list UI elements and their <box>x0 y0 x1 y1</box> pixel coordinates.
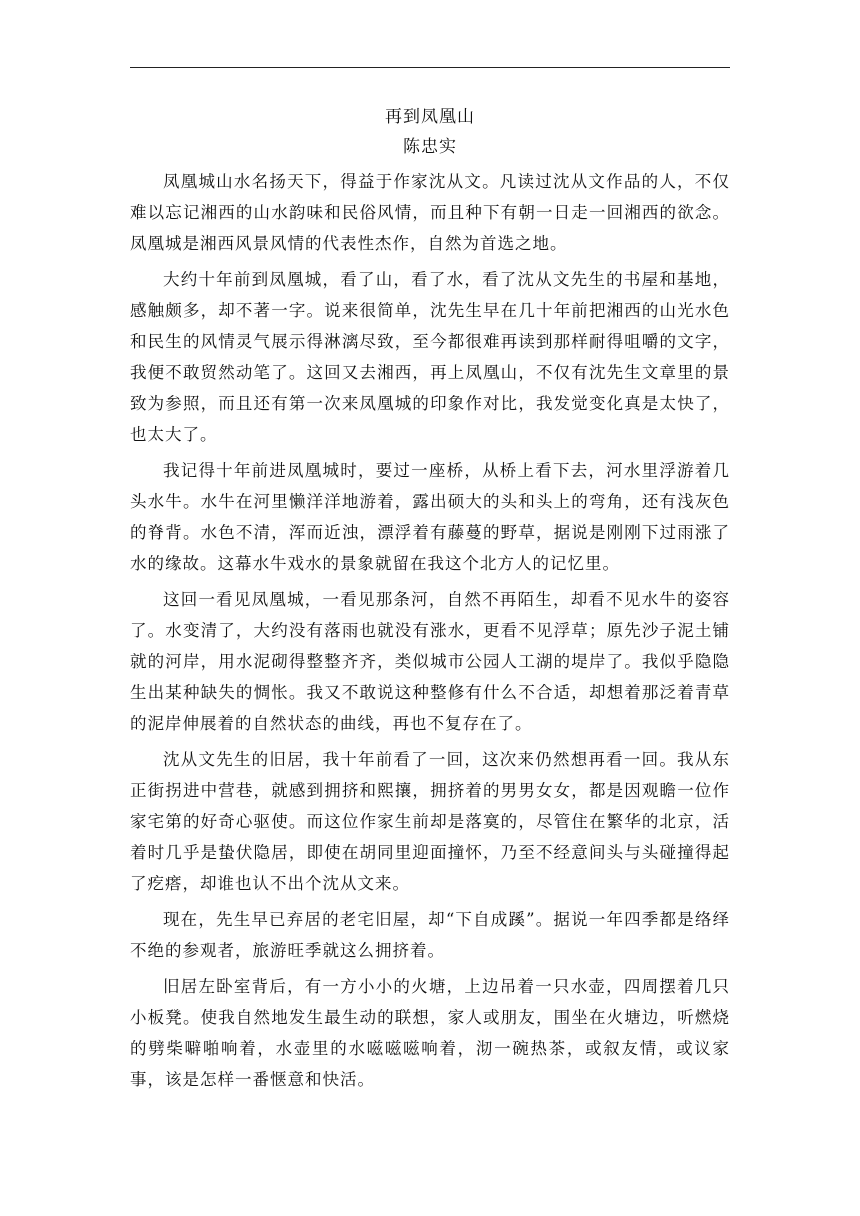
header-rule <box>130 67 730 68</box>
article-title: 再到凤凰山 <box>385 107 475 127</box>
paragraph: 旧居左卧室背后，有一方小小的火塘，上边吊着一只水壶，四周摆着几只小板凳。使我自然地发生最生动的联想，家人或朋友，围坐在火塘边，听燃烧的劈柴噼啪响着，水壶里的水嗞嗞嗞响着，沏一碗热茶，或叙友情，或议家事，该是怎样一番惬意和快活。 <box>130 977 730 1089</box>
article-author: 陈忠实 <box>403 137 457 157</box>
paragraph: 我记得十年前进凤凰城时，要过一座桥，从桥上看下去，河水里浮游着几头水牛。水牛在河里懒洋洋地游着，露出硕大的头和头上的弯角，还有浅灰色的脊背。水色不清，浑而近浊，漂浮着有藤蔓的野草，据说是刚刚下过雨涨了水的缘故。这幕水牛戏水的景象就留在我这个北方人的记忆里。 <box>130 461 730 573</box>
paragraph: 现在，先生早已弃居的老宅旧屋，却“下自成蹊”。据说一年四季都是络绎不绝的参观者，旅游旺季就这么拥挤着。 <box>130 910 730 960</box>
article <box>130 100 730 1100</box>
paragraph: 凤凰城山水名扬天下，得益于作家沈从文。凡读过沈从文作品的人，不仅难以忘记湘西的山水韵味和民俗风情，而且种下有朝一日走一回湘西的欲念。凤凰城是湘西风景风情的代表性杰作，自然为首选之地。 <box>130 172 730 253</box>
paragraph: 沈从文先生的旧居，我十年前看了一回，这次来仍然想再看一回。我从东正街拐进中营巷，就感到拥挤和熙攘，拥挤着的男男女女，都是因观瞻一位作家宅第的好奇心驱使。而这位作家生前却是落寞的，尽管住在繁华的北京，活着时几乎是蛰伏隐居，即使在胡同里迎面撞怀，乃至不经意间头与头碰撞得起了疙瘩，却谁也认不出个沈从文来。 <box>130 750 730 893</box>
paragraph: 这回一看见凤凰城，一看见那条河，自然不再陌生，却看不见水牛的姿容了。水变清了，大约没有落雨也就没有涨水，更看不见浮草；原先沙子泥土铺就的河岸，用水泥砌得整整齐齐，类似城市公园人工湖的堤岸了。我似乎隐隐生出某种缺失的惆怅。我又不敢说这种整修有什么不合适，却想着那泛着青草的泥岸伸展着的自然状态的曲线，再也不复存在了。 <box>130 590 730 733</box>
paragraph: 大约十年前到凤凰城，看了山，看了水，看了沈从文先生的书屋和基地，感触颇多，却不著一字。说来很简单，沈先生早在几十年前把湘西的山光水色和民生的风情灵气展示得淋漓尽致，至今都很难再读到那样耐得咀嚼的文字，我便不敢贸然动笔了。这回又去湘西，再上凤凰山，不仅有沈先生文章里的景致为参照，而且还有第一次来凤凰城的印象作对比，我发觉变化真是太快了，也太大了。 <box>130 270 730 444</box>
